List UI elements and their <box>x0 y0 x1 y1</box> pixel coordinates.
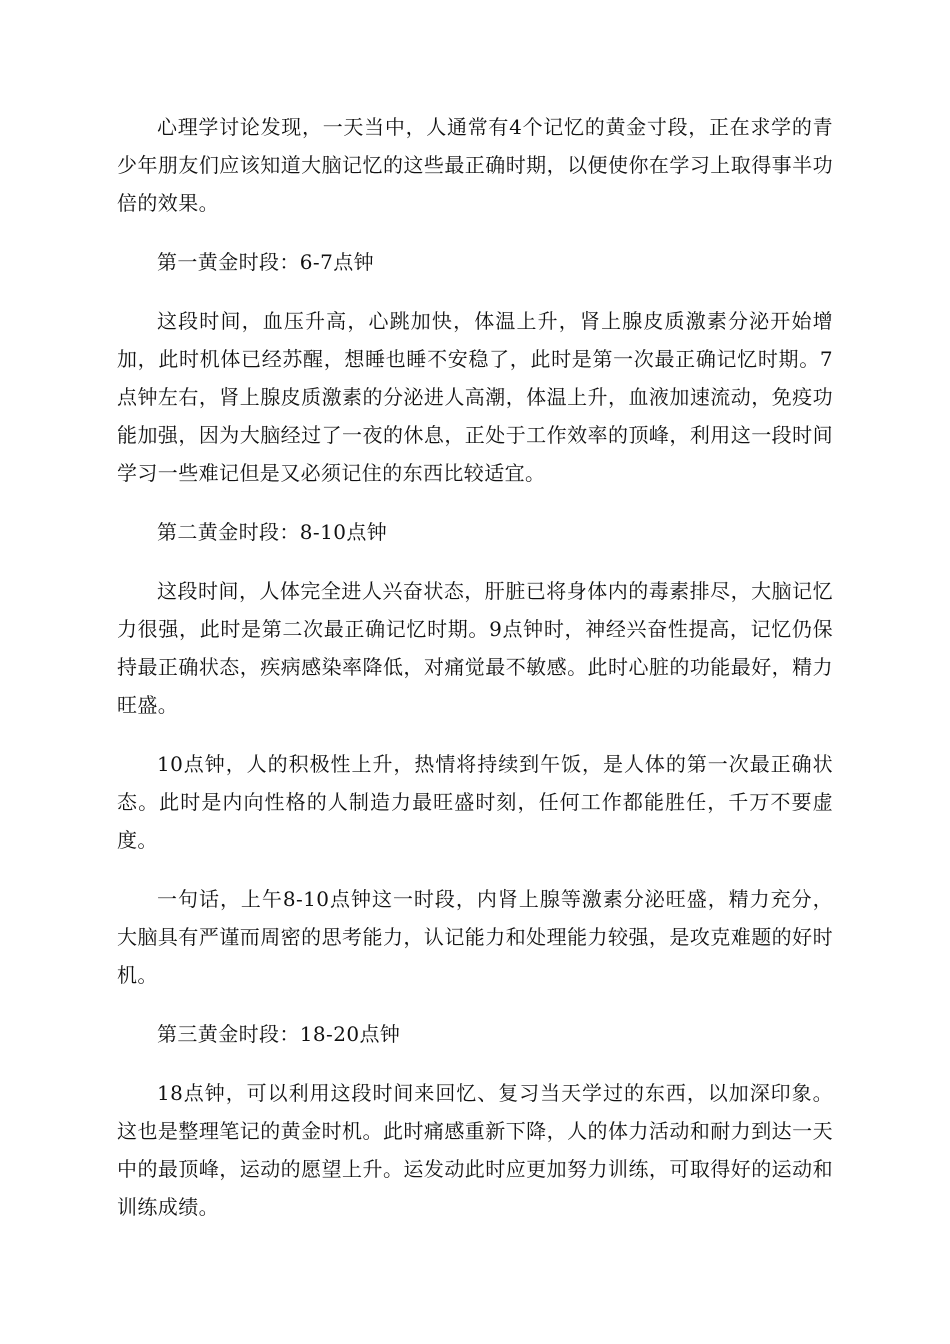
intro-paragraph: 心理学讨论发现，一天当中，人通常有4个记忆的黄金寸段，正在求学的青少年朋友们应该知道大脑记忆的这些最正确时期，以便使你在学习上取得事半功倍的效果。 <box>117 115 833 215</box>
third-period-paragraph: 18点钟，可以利用这段时间来回忆、复习当天学过的东西，以加深印象。这也是整理笔记的黄金时机。此时痛感重新下降，人的体力活动和耐力到达一天中的最顶峰，运动的愿望上升。运发动此时应更加努力训练，可取得好的运动和训练成绩。 <box>117 1081 833 1219</box>
section-heading-second-period: 第二黄金时段：8-10点钟 <box>157 520 388 544</box>
summary-paragraph: 一句话，上午8-10点钟这一时段，内肾上腺等激素分泌旺盛，精力充分，大脑具有严谨而周密的思考能力，认记能力和处理能力较强，是攻克难题的好时机。 <box>117 887 833 987</box>
ten-oclock-paragraph: 10点钟，人的积极性上升，热情将持续到午饭，是人体的第一次最正确状态。此时是内向性格的人制造力最旺盛时刻，任何工作都能胜任，千万不要虚度。 <box>117 752 833 852</box>
section-heading-third-period: 第三黄金时段：18-20点钟 <box>157 1022 401 1046</box>
first-period-paragraph: 这段时间，血压升高，心跳加快，体温上升，肾上腺皮质激素分泌开始增加，此时机体已经苏醒，想睡也睡不安稳了，此时是第一次最正确记忆时期。7点钟左右，肾上腺皮质激素的分泌进人高潮，体温上升，血液加速流动，免疫功能加强，因为大脑经过了一夜的休息，正处于工作效率的顶峰，利用这一段时间学习一些难记但是又必须记住的东西比较适宜。 <box>117 309 833 485</box>
second-period-paragraph: 这段时间，人体完全进人兴奋状态，肝脏已将身体内的毒素排尽，大脑记忆力很强，此时是第二次最正确记忆时期。9点钟时，神经兴奋性提高，记忆仍保持最正确状态，疾病感染率降低，对痛觉最不敏感。此时心脏的功能最好，精力旺盛。 <box>117 579 833 717</box>
document-body <box>117 108 833 1247</box>
section-heading-first-period: 第一黄金时段：6-7点钟 <box>157 250 375 274</box>
